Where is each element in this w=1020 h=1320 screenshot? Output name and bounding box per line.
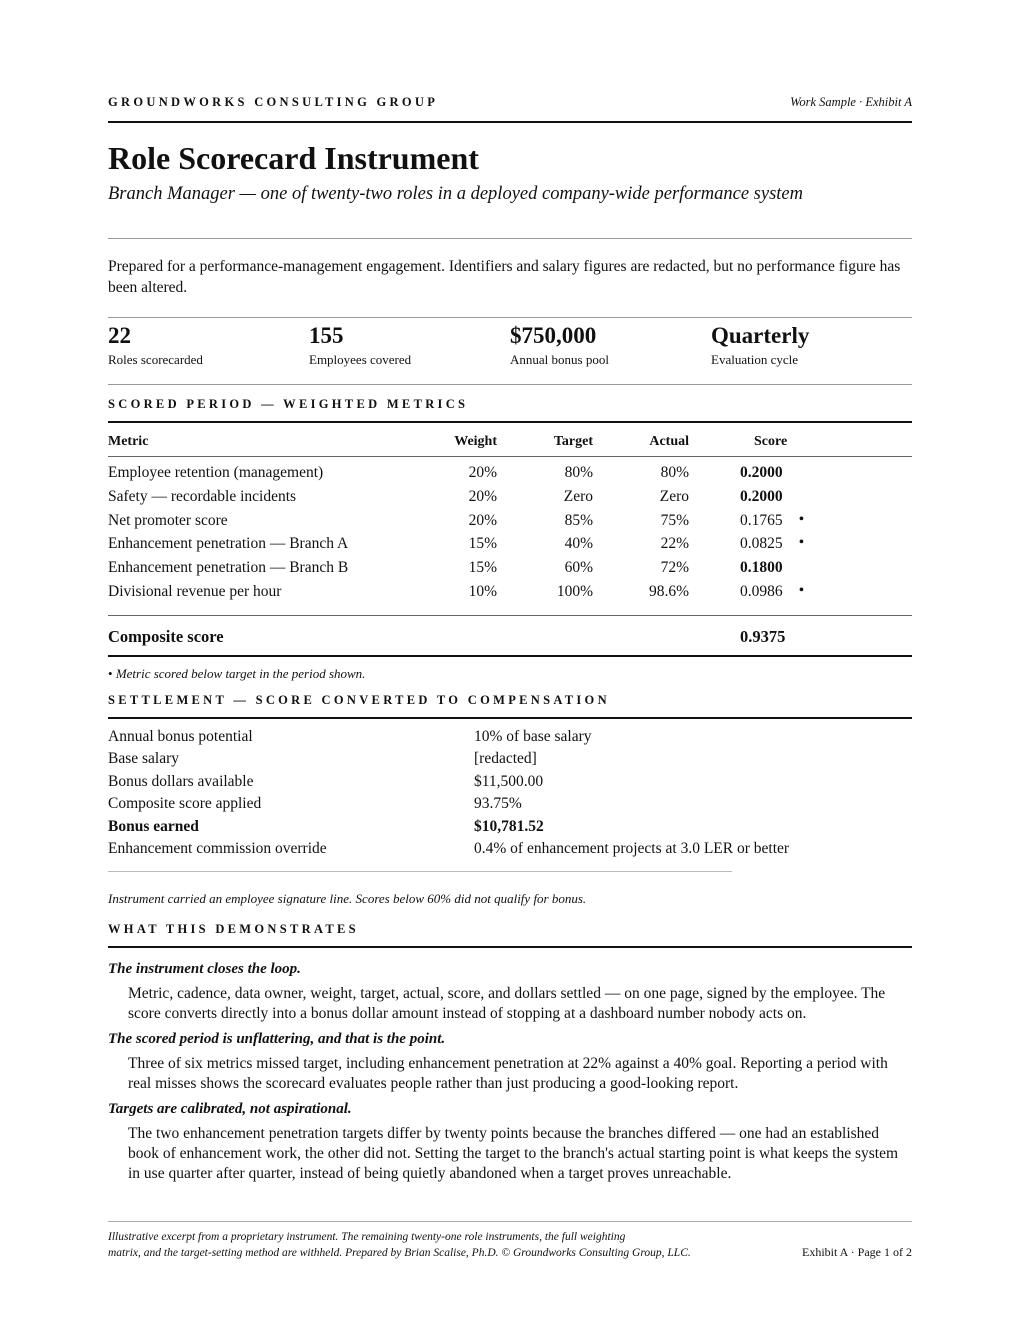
footer-line: Illustrative excerpt from a proprietary instrument. The remaining twenty-one role instruments, the full weighting [108, 1231, 626, 1243]
below-target-bullet-icon: • [799, 535, 804, 550]
metric-weight: 10% [468, 583, 497, 600]
settlement-value: $10,781.52 [474, 818, 544, 835]
stat-roles [108, 322, 308, 368]
metric-target: 60% [564, 559, 593, 576]
metric-weight: 20% [468, 512, 497, 529]
stat-value: 22 [108, 323, 131, 348]
stat-value: Quarterly [711, 323, 810, 348]
divider [108, 717, 912, 719]
below-target-bullet-icon: • [799, 512, 804, 527]
metric-name: Enhancement penetration — Branch A [108, 535, 349, 552]
metric-actual: 98.6% [648, 583, 689, 600]
document-header [108, 95, 912, 123]
settlement-value: 93.75% [474, 795, 522, 812]
section-heading-scored-period: SCORED PERIOD — WEIGHTED METRICS [108, 397, 469, 411]
page-title: Role Scorecard Instrument [108, 140, 479, 176]
footer-line: matrix, and the target-setting method are withheld. Prepared by Brian Scalise, Ph.D. © Groundworks Consulting Group, LLC. [108, 1246, 691, 1259]
settlement-value: $11,500.00 [474, 773, 544, 790]
settlement-value: 10% of base salary [474, 728, 592, 745]
metric-score: 0.2000 [740, 488, 783, 505]
bullet-icon: • [108, 666, 113, 681]
metric-weight: 20% [468, 464, 497, 481]
stat-label: Annual bonus pool [510, 352, 609, 367]
section-heading-settlement: SETTLEMENT — SCORE CONVERTED TO COMPENSATION [108, 693, 610, 707]
metric-name: Enhancement penetration — Branch B [108, 559, 349, 576]
settlement-value: 0.4% of enhancement projects at 3.0 LER or better [474, 840, 790, 857]
column-header-weight: Weight [454, 434, 497, 449]
page-number: Exhibit A · Page 1 of 2 [802, 1245, 912, 1259]
divider [108, 238, 912, 239]
stat-value: 155 [309, 323, 344, 348]
divider [108, 1221, 912, 1222]
stat-value: $750,000 [510, 323, 597, 348]
divider [108, 421, 912, 423]
below-target-bullet-icon: • [799, 583, 804, 598]
demonstrates-item-body: Metric, cadence, data owner, weight, target, actual, score, and dollars settled — on one page, signed by the employee. The score converts directly into a bonus dollar amount instead of stopping at a dashboard number nobody acts on. [128, 985, 886, 1022]
metric-actual: 72% [660, 559, 689, 576]
demonstrates-item-title: The instrument closes the loop. [108, 961, 301, 977]
exhibit-tag: Work Sample · Exhibit A [790, 95, 912, 109]
metric-target: 80% [564, 464, 593, 481]
settlement-label: Annual bonus potential [108, 728, 253, 745]
metric-actual: 75% [660, 512, 689, 529]
stat-label: Evaluation cycle [711, 352, 798, 367]
column-header-metric: Metric [108, 434, 149, 449]
metric-actual: 80% [660, 464, 689, 481]
composite-value: 0.9375 [740, 627, 786, 646]
stat-employees [309, 322, 509, 368]
demonstrates-item-title: Targets are calibrated, not aspirational. [108, 1101, 352, 1117]
metric-target: 85% [564, 512, 593, 529]
divider [108, 384, 912, 385]
settlement-label: Bonus earned [108, 818, 199, 835]
stat-bonus-pool [510, 322, 710, 368]
divider [108, 655, 912, 657]
metric-score: 0.1800 [740, 559, 783, 576]
settlement-note: Instrument carried an employee signature line. Scores below 60% did not qualify for bonus. [108, 891, 587, 906]
below-target-footnote [108, 666, 365, 682]
divider [108, 615, 912, 616]
divider [108, 946, 912, 948]
divider [108, 871, 732, 872]
metric-weight: 20% [468, 488, 497, 505]
metric-target: 100% [556, 583, 593, 600]
metric-score: 0.2000 [740, 464, 783, 481]
settlement-label: Bonus dollars available [108, 773, 254, 790]
metric-name: Net promoter score [108, 512, 228, 529]
metric-weight: 15% [468, 559, 497, 576]
metric-name: Employee retention (management) [108, 464, 324, 481]
page-subtitle: Branch Manager — one of twenty-two roles in a deployed company-wide performance system [108, 184, 803, 204]
metric-target: Zero [563, 488, 593, 505]
column-header-target: Target [553, 434, 593, 449]
metric-weight: 15% [468, 535, 497, 552]
metric-actual: Zero [659, 488, 689, 505]
intro-paragraph: Prepared for a performance-management engagement. Identifiers and salary figures are redacted, but no performance figure has been altered. [108, 258, 901, 296]
column-header-actual: Actual [649, 434, 689, 449]
composite-label: Composite score [108, 627, 224, 646]
metric-name: Safety — recordable incidents [108, 488, 297, 505]
demonstrates-item-body: Three of six metrics missed target, including enhancement penetration at 22% against a 40% goal. Reporting a period with real misses shows the scorecard evaluates people rather than just producing a good-looking report. [128, 1055, 888, 1092]
stat-cycle [711, 322, 911, 368]
stat-label: Employees covered [309, 352, 412, 367]
divider [108, 456, 912, 457]
metric-target: 40% [564, 535, 593, 552]
settlement-label: Base salary [108, 750, 180, 767]
footnote-text: Metric scored below target in the period shown. [115, 666, 366, 681]
settlement-label: Enhancement commission override [108, 840, 327, 857]
metric-score: 0.1765 [740, 512, 783, 529]
stat-label: Roles scorecarded [108, 352, 203, 367]
metric-actual: 22% [660, 535, 689, 552]
demonstrates-item-title: The scored period is unflattering, and that is the point. [108, 1031, 446, 1047]
settlement-value: [redacted] [474, 750, 537, 767]
column-header-score: Score [754, 434, 788, 449]
brand-name: GROUNDWORKS CONSULTING GROUP [108, 95, 439, 109]
settlement-label: Composite score applied [108, 795, 262, 812]
metric-name: Divisional revenue per hour [108, 583, 282, 600]
demonstrates-item-body: The two enhancement penetration targets differ by twenty points because the branches differed — one had an established book of enhancement work, the other did not. Setting the target to the branch's actual starting point is what keeps the system in use quarter after quarter, instead of being quietly abandoned when a target proves unreachable. [128, 1125, 899, 1182]
footer-disclaimer [108, 1230, 778, 1261]
metric-score: 0.0986 [740, 583, 783, 600]
metric-score: 0.0825 [740, 535, 783, 552]
section-heading-demonstrates: WHAT THIS DEMONSTRATES [108, 922, 359, 936]
divider [108, 317, 912, 318]
